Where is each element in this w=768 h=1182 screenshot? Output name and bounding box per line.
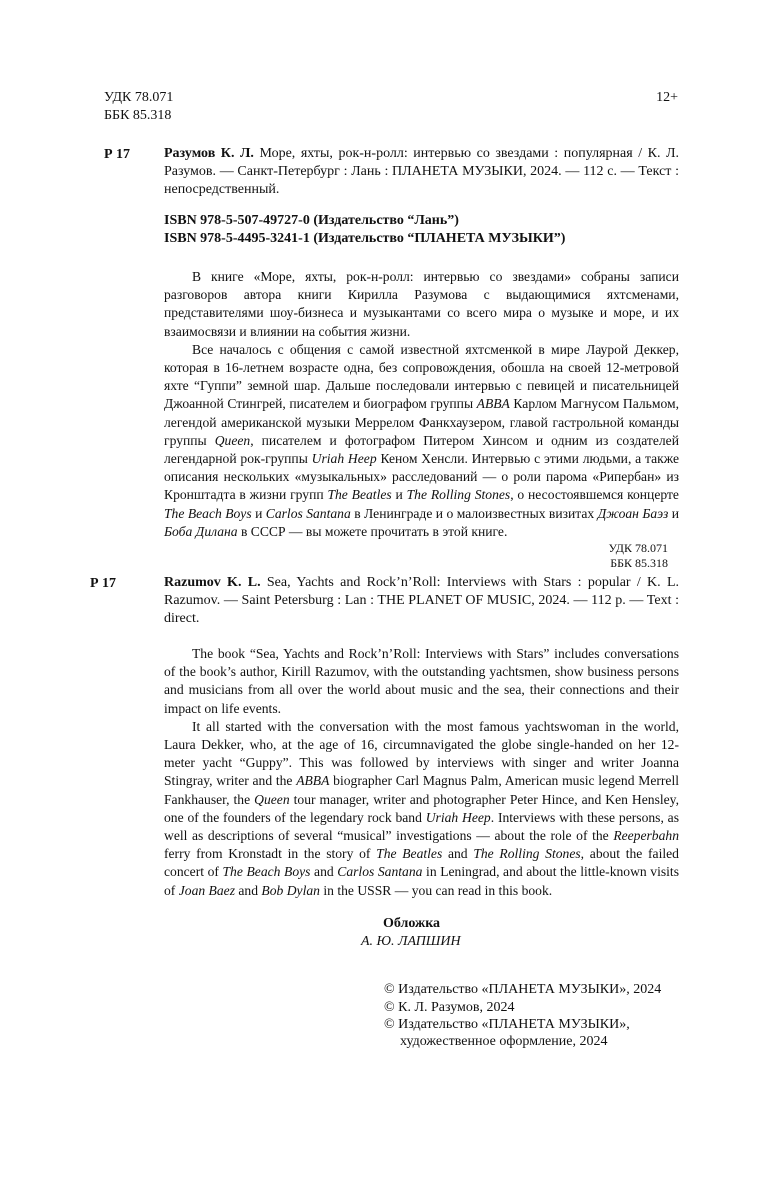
ru-annotation-p1: В книге «Море, яхты, рок-н-ролл: интервью со звездами» собраны записи разговоров автора книги Кирилла Разумова с выдающимися яхтсменами, представителями шоу-бизнеса и музыкантами со всего мира о музыке и море, и их взаимосвязи и влиянии на события жизни.	[164, 269, 679, 339]
ru-bib-rest: Море, яхты, рок-н-ролл: интервью со звездами : популярная / К. Л. Разумов. — Санкт-Петербург : Лань : ПЛАНЕТА МУЗЫКИ, 2024. — 112 с. — Текст : непосредственный.	[164, 146, 680, 198]
ru-classification-code: Р 17	[104, 147, 131, 162]
copyright-line-3: © Издательство «ПЛАНЕТА МУЗЫКИ»,	[384, 1017, 630, 1032]
ru-isbn-1: ISBN 978-5-507-49727-0 (Издательство “Лань”)	[164, 213, 459, 228]
en-annotation-p2: It all started with the conversation with the most famous yachtswoman in the world, Laura Dekker, who, at the age of 16, circumnavigated the globe single-handed on her 12-meter yacht “Guppy”. This was followed by interviews with singer and writer Joanna Stingray, writer and the ABBA biographer Carl Magnus Palm, American music legend Merrell Fankhauser, the Queen tour manager, writer and photographer Peter Hince, and Ken Hensley, one of the founders of the legendary rock band Uriah Heep. Interviews with these persons, as well as descriptions of several “musical” investigations — about the role of the Reeperbahn ferry from Kronstadt in the story of The Beatles and The Rolling Stones, about the failed concert of The Beach Boys and Carlos Santana in Leningrad, and about the little-known visits of Joan Baez and Bob Dylan in the USSR — you can read in this book.	[164, 718, 680, 898]
ru-annotation	[164, 268, 679, 541]
copyright-line-1: © Издательство «ПЛАНЕТА МУЗЫКИ», 2024	[384, 982, 662, 997]
ru-bbk: ББК 85.318	[610, 556, 668, 570]
en-annotation	[164, 645, 679, 900]
header-udk: УДК 78.071	[104, 90, 174, 105]
age-rating: 12+	[656, 90, 678, 105]
ru-udk: УДК 78.071	[608, 541, 668, 555]
header-bbk: ББК 85.318	[104, 108, 172, 123]
copyright-line-4: художественное оформление, 2024	[400, 1034, 608, 1049]
cover-label: Обложка	[383, 916, 441, 931]
copyright-line-2: © К. Л. Разумов, 2024	[384, 1000, 515, 1015]
en-bib-rest: Sea, Yachts and Rock’n’Roll: Interviews with Stars : popular / K. L. Razumov. — Saint Petersburg : Lan : THE PLANET OF MUSIC, 2024. — 112 p. — Text : direct.	[164, 575, 680, 627]
en-classification-code: Р 17	[90, 576, 117, 591]
ru-isbn-2: ISBN 978-5-4495-3241-1 (Издательство “ПЛАНЕТА МУЗЫКИ”)	[164, 231, 566, 246]
en-annotation-p1: The book “Sea, Yachts and Rock’n’Roll: Interviews with Stars” includes conversations of the book’s author, Kirill Razumov, with the outstanding yachtsmen, show business persons and musicians from all over the world about music and the sea, their connections and their impact on life events.	[164, 646, 679, 716]
ru-annotation-p2: Все началось с общения с самой известной яхтсменкой в мире Лаурой Деккер, которая в 16-летнем возрасте одна, без сопровождения, обошла на своей 12-метровой яхте “Гуппи” земной шар. Дальше последовали интервью с певицей и писательницей Джоанной Стингрей, писателем и биографом группы ABBA Карлом Магнусом Пальмом, легендой американской музыки Меррелом Фанкхаузером, главой гастрольной команды группы Queen, писателем и фотографом Питером Хинсом и одним из создателей легендарной рок-группы Uriah Heep Кеном Хенсли. Интервью с этими людьми, а также описания нескольких «музыкальных» расследований — о роли парома «Рипербан» из Кронштадта в жизни групп The Beatles и The Rolling Stones, о несостоявшемся концерте The Beach Boys и Carlos Santana в Ленинграде и о малоизвестных визитах Джоан Баэз и Боба Дилана в СССР — вы можете прочитать в этой книге.	[164, 341, 680, 539]
ru-author: Разумов К. Л.	[164, 146, 254, 161]
en-author: Razumov K. L.	[164, 575, 261, 590]
en-bibliographic-entry	[164, 574, 679, 629]
cover-artist: А. Ю. ЛАПШИН	[361, 934, 461, 949]
ru-bibliographic-entry	[164, 145, 679, 200]
